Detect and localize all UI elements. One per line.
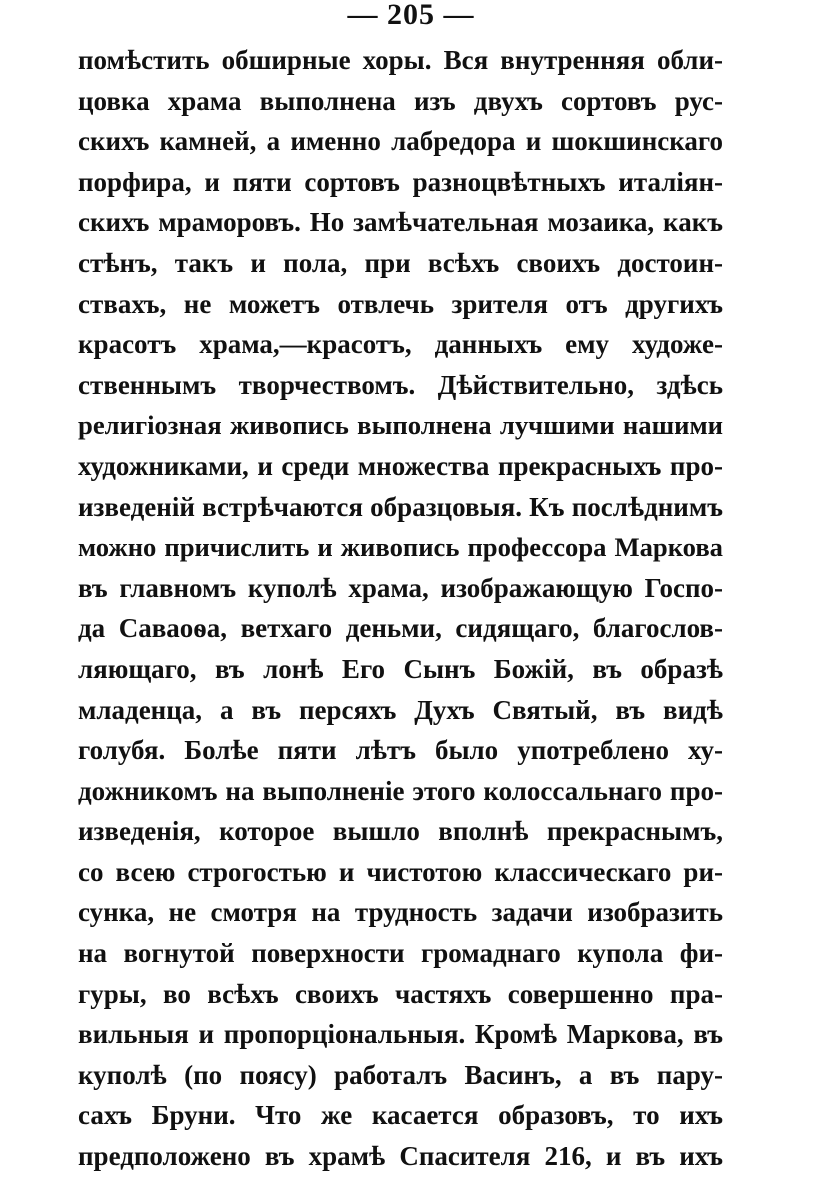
text-line: можно причислить и живопись профессора Маркова	[78, 532, 723, 563]
text-line: куполѣ (по поясу) работалъ Васинъ, а въ пару-	[78, 1059, 723, 1090]
text-line: помѣстить обширные хоры. Вся внутренняя обли-	[78, 45, 723, 75]
text-line: изведенія, которое вышло вполнѣ прекраснымъ,	[78, 816, 723, 847]
text-line: стѣнъ, такъ и пола, при всѣхъ своихъ достоин-	[78, 247, 723, 278]
text-line: художниками, и среди множества прекрасныхъ про-	[78, 450, 723, 481]
text-line: голубя. Болѣе пяти лѣтъ было употреблено ху-	[78, 735, 723, 766]
text-line: младенца, а въ персяхъ Духъ Святый, въ видѣ	[78, 694, 723, 725]
page-number: — 205 —	[347, 0, 475, 31]
body-text	[78, 40, 723, 1177]
text-line: скихъ мраморовъ. Но замѣчательная мозаика, какъ	[78, 207, 723, 238]
text-line: скихъ камней, а именно лабредора и шокшинскаго	[78, 126, 723, 157]
text-line: вильныя и пропорціональныя. Кромѣ Маркова, въ	[78, 1019, 723, 1050]
text-line: ственнымъ творчествомъ. Дѣйствительно, здѣсь	[78, 369, 723, 400]
text-line: религіозная живопись выполнена лучшими нашими	[78, 410, 723, 441]
text-line: ствахъ, не можетъ отвлечь зрителя отъ другихъ	[78, 288, 723, 319]
text-line: изведеній встрѣчаются образцовыя. Къ послѣднимъ	[78, 491, 723, 522]
text-line: да Саваоѳа, ветхаго деньми, сидящаго, благослов-	[78, 613, 723, 644]
text-line: на вогнутой поверхности громаднаго купола фи-	[78, 938, 723, 969]
text-line: со всею строгостью и чистотою классическаго ри-	[78, 856, 723, 887]
text-line: сахъ Бруни. Что же касается образовъ, то ихъ	[78, 1100, 723, 1131]
text-line: ляющаго, въ лонѣ Его Сынъ Божій, въ образѣ	[78, 653, 723, 684]
text-line: сунка, не смотря на трудность задачи изобразить	[78, 897, 723, 928]
text-line: красотъ храма,—красотъ, данныхъ ему художе-	[78, 329, 723, 360]
text-line: дожникомъ на выполненіе этого колоссальнаго про-	[78, 775, 723, 806]
text-line: въ главномъ куполѣ храма, изображающую Госпо-	[78, 572, 723, 603]
text-line: порфира, и пяти сортовъ разноцвѣтныхъ италіян-	[78, 166, 723, 197]
text-line: предположено въ храмѣ Спасителя 216, и въ ихъ	[78, 1141, 723, 1172]
text-line: гуры, во всѣхъ своихъ частяхъ совершенно пра-	[78, 978, 723, 1009]
text-line: цовка храма выполнена изъ двухъ сортовъ рус-	[78, 85, 723, 116]
